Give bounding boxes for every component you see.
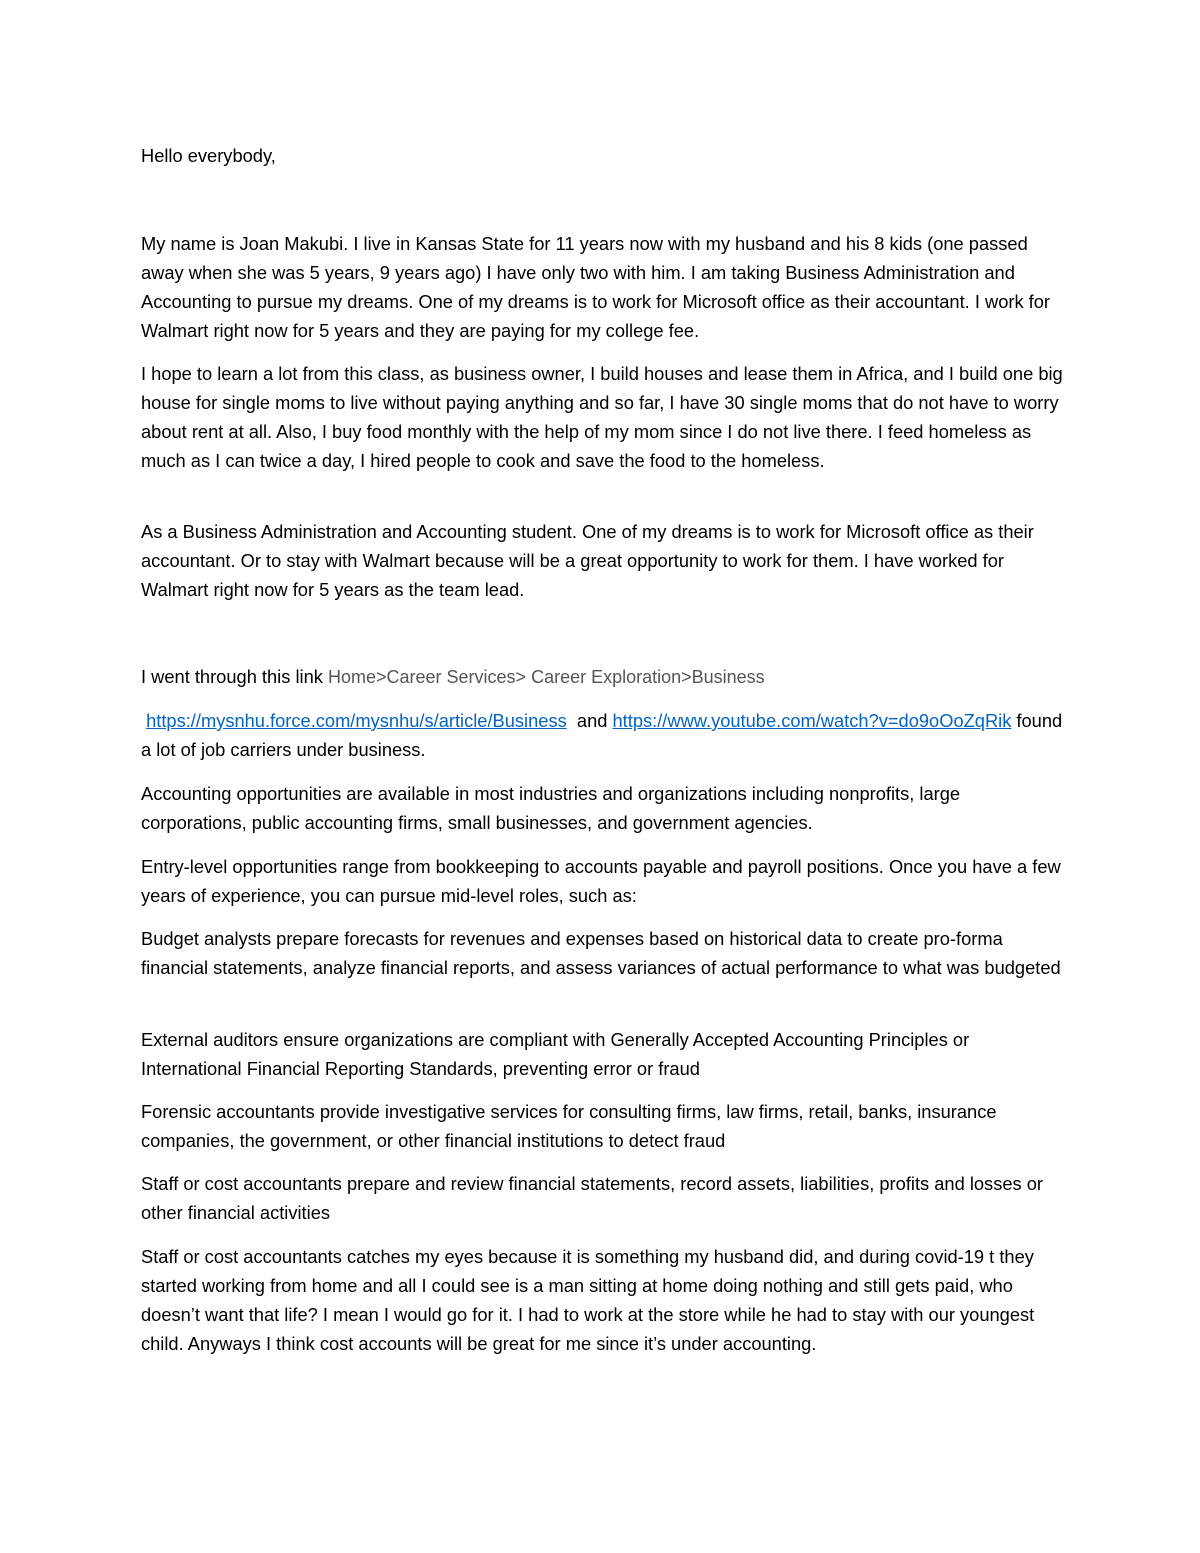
paragraph-external-auditors: External auditors ensure organizations are compliant with Generally Accepted Accounting Principles or International Financial Reporting Standards, preventing error or fraud [141, 1029, 970, 1079]
greeting: Hello everybody, [141, 145, 276, 166]
paragraph-link-intro [141, 662, 1066, 692]
paragraph-links [141, 706, 1066, 764]
paragraph-staff-accountants: Staff or cost accountants prepare and review financial statements, record assets, liabilities, profits and losses or other financial activities [141, 1173, 1043, 1223]
paragraph-closing: Staff or cost accountants catches my eyes because it is something my husband did, and during covid-19 t they started working from home and all I could see is a man sitting at home doing nothing and still gets paid, who doesn’t want that life? I mean I would go for it. I had to work at the store while he had to stay with our youngest child. Anyways I think cost accounts will be great for me since it’s under accounting. [141, 1246, 1035, 1354]
paragraph-opportunities: Accounting opportunities are available in most industries and organizations including nonprofits, large corporations, public accounting firms, small businesses, and government agencies. [141, 783, 961, 833]
paragraph-entry-level: Entry-level opportunities range from bookkeeping to accounts payable and payroll positions. Once you have a few years of experience, you can pursue mid-level roles, such as: [141, 856, 1061, 906]
paragraph-forensic-accountants: Forensic accountants provide investigative services for consulting firms, law firms, retail, banks, insurance companies, the government, or other financial institutions to detect fraud [141, 1101, 997, 1151]
paragraph-student: As a Business Administration and Accounting student. One of my dreams is to work for Microsoft office as their accountant. Or to stay with Walmart because will be a great opportunity to work for them. I have worked for Walmart right now for 5 years as the team lead. [141, 521, 1034, 600]
paragraph-budget-analysts: Budget analysts prepare forecasts for revenues and expenses based on historical data to create pro-forma financial statements, analyze financial reports, and assess variances of actual performance to what was budgeted [141, 928, 1061, 978]
paragraph-hope: I hope to learn a lot from this class, as business owner, I build houses and lease them in Africa, and I build one big house for single moms to live without paying anything and so far, I have 30 single moms that do not have to worry about rent at all. Also, I buy food monthly with the help of my mom since I do not live there. I feed homeless as much as I can twice a day, I hired people to cook and save the food to the homeless. [141, 363, 1063, 471]
link-intro-text: I went through this link [141, 666, 328, 687]
career-breadcrumb: Home>Career Services> Career Exploration>Business [327, 667, 765, 687]
link-and-text: and [576, 710, 608, 731]
paragraph-intro: My name is Joan Makubi. I live in Kansas State for 11 years now with my husband and his 8 kids (one passed away when she was 5 years, 9 years ago) I have only two with him. I am taking Business Administration and Accounting to pursue my dreams. One of my dreams is to work for Microsoft office as their accountant. I work for Walmart right now for 5 years and they are paying for my college fee. [141, 233, 1051, 341]
link-tail-text: found a lot of job carriers under business. [141, 710, 1063, 760]
youtube-video-link[interactable]: https://www.youtube.com/watch?v=do9oOoZqRik [612, 710, 1012, 731]
mysnhu-article-link[interactable]: https://mysnhu.force.com/mysnhu/s/article/Business [146, 710, 567, 731]
